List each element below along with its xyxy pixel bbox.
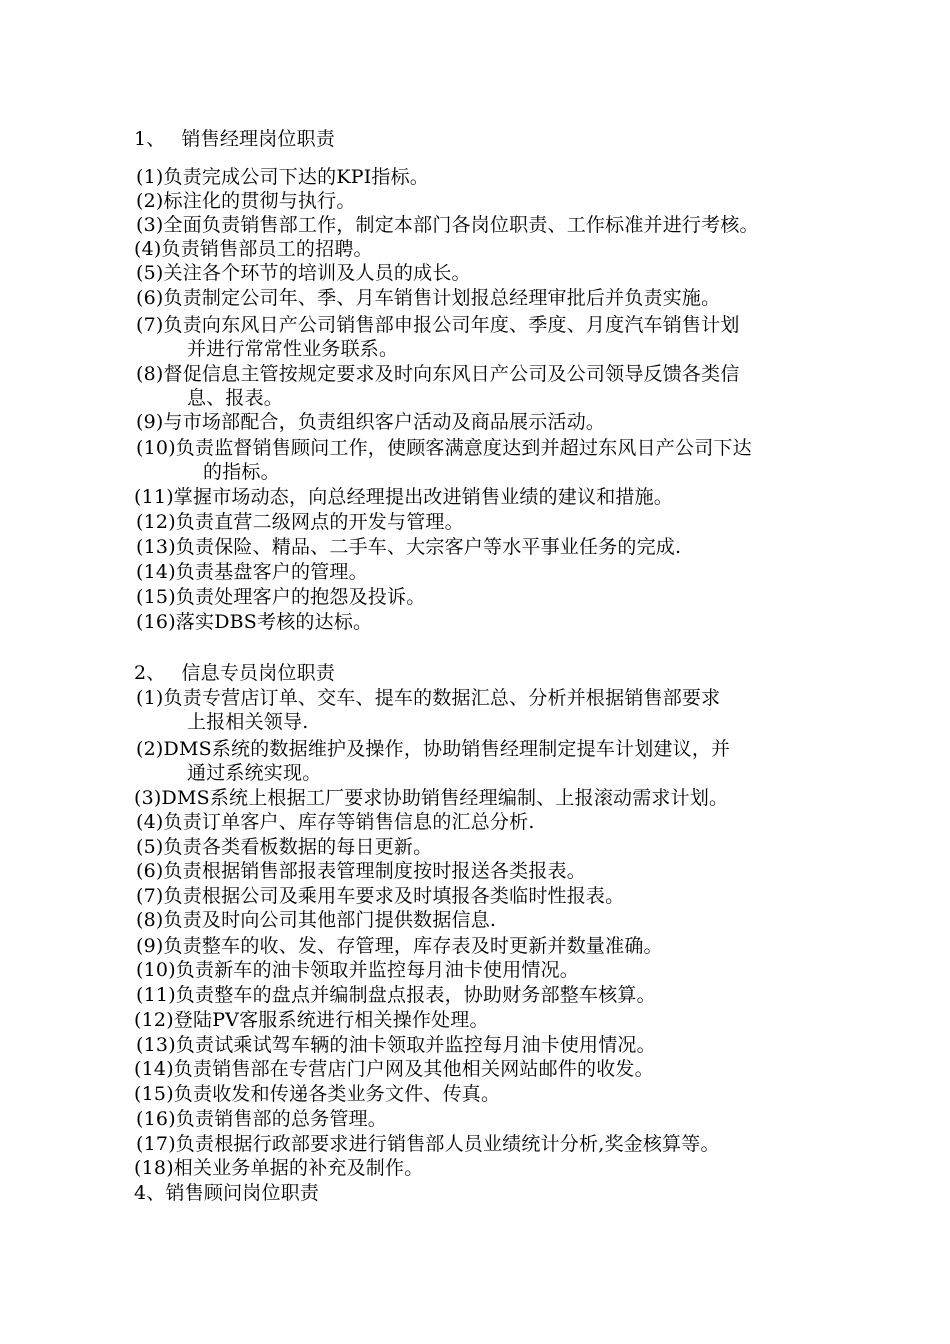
section-2-item: (3)DMS系统上根据工厂要求协助销售经理编制、上报滚动需求计划。: [134, 787, 729, 809]
section-2-item: (1)负责专营店订单、交车、提车的数据汇总、分析并根据销售部要求: [136, 687, 721, 709]
section-1-item: (6)负责制定公司年、季、月车销售计划报总经理审批后并负责实施。: [136, 287, 721, 309]
section-2-item: (15)负责收发和传递各类业务文件、传真。: [134, 1083, 501, 1105]
section-1-item: (3)全面负责销售部工作，制定本部门各岗位职责、工作标准并进行考核。: [136, 214, 759, 236]
section-1-item-continued: 并进行常常性业务联系。: [187, 338, 399, 360]
section-2-item: (10)负责新车的油卡领取并监控每月油卡使用情况。: [136, 959, 580, 981]
section-1-item: (13)负责保险、精品、二手车、大宗客户等水平事业任务的完成.: [136, 536, 682, 558]
section-1-item: (5)关注各个环节的培训及人员的成长。: [136, 262, 471, 284]
section-4-heading: 4、销售顾问岗位职责: [134, 1182, 320, 1204]
section-1-item: (4)负责销售部员工的招聘。: [134, 238, 373, 260]
section-1-item: (14)负责基盘客户的管理。: [136, 561, 368, 583]
section-2-item-continued: 通过系统实现。: [187, 762, 322, 784]
section-2-item: (13)负责试乘试驾车辆的油卡领取并监控每月油卡使用情况。: [136, 1034, 656, 1056]
section-2-item: (6)负责根据销售部报表管理制度按时报送各类报表。: [136, 860, 586, 882]
section-2-item: (12)登陆PV客服系统进行相关操作处理。: [134, 1009, 489, 1031]
section-2-item: (5)负责各类看板数据的每日更新。: [136, 836, 433, 858]
section-2-item: (9)负责整车的收、发、存管理，库存表及时更新并数量准确。: [136, 935, 663, 957]
section-1-item: (1)负责完成公司下达的KPI指标。: [136, 166, 429, 188]
section-1-item: (15)负责处理客户的抱怨及投诉。: [136, 586, 426, 608]
section-1-item: (2)标注化的贯彻与执行。: [136, 190, 356, 212]
section-1-item: (7)负责向东风日产公司销售部申报公司年度、季度、月度汽车销售计划: [136, 314, 740, 336]
section-1-item: (12)负责直营二级网点的开发与管理。: [136, 511, 464, 533]
section-1-item: (10)负责监督销售顾问工作，使顾客满意度达到并超过东风日产公司下达: [136, 437, 752, 459]
section-2-item: (11)负责整车的盘点并编制盘点报表，协助财务部整车核算。: [136, 984, 656, 1006]
section-1-item: (11)掌握市场动态，向总经理提出改进销售业绩的建议和措施。: [134, 486, 674, 508]
section-1-item: (8)督促信息主管按规定要求及时向东风日产公司及公司领导反馈各类信: [136, 363, 740, 385]
section-2-item: (7)负责根据公司及乘用车要求及时填报各类临时性报表。: [136, 885, 625, 907]
section-2-item: (4)负责订单客户、库存等销售信息的汇总分析.: [136, 811, 535, 833]
section-2-item-continued: 上报相关领导.: [187, 711, 309, 733]
section-1-heading: 1、 销售经理岗位职责: [134, 128, 336, 150]
section-2-item: (17)负责根据行政部要求进行销售部人员业绩统计分析,奖金核算等。: [136, 1133, 720, 1155]
section-2-item: (16)负责销售部的总务管理。: [136, 1108, 388, 1130]
section-2-heading: 2、 信息专员岗位职责: [134, 662, 336, 684]
section-2-item: (2)DMS系统的数据维护及操作，协助销售经理制定提车计划建议，并: [136, 738, 731, 760]
section-1-item: (9)与市场部配合，负责组织客户活动及商品展示活动。: [136, 411, 606, 433]
section-1-item: (16)落实DBS考核的达标。: [136, 611, 373, 633]
section-2-item: (8)负责及时向公司其他部门提供数据信息.: [136, 909, 497, 931]
section-2-item: (18)相关业务单据的补充及制作。: [134, 1157, 424, 1179]
section-1-item-continued: 息、报表。: [187, 387, 284, 409]
section-1-item-continued: 的指标。: [203, 461, 280, 483]
section-2-item: (14)负责销售部在专营店门户网及其他相关网站邮件的收发。: [134, 1058, 654, 1080]
